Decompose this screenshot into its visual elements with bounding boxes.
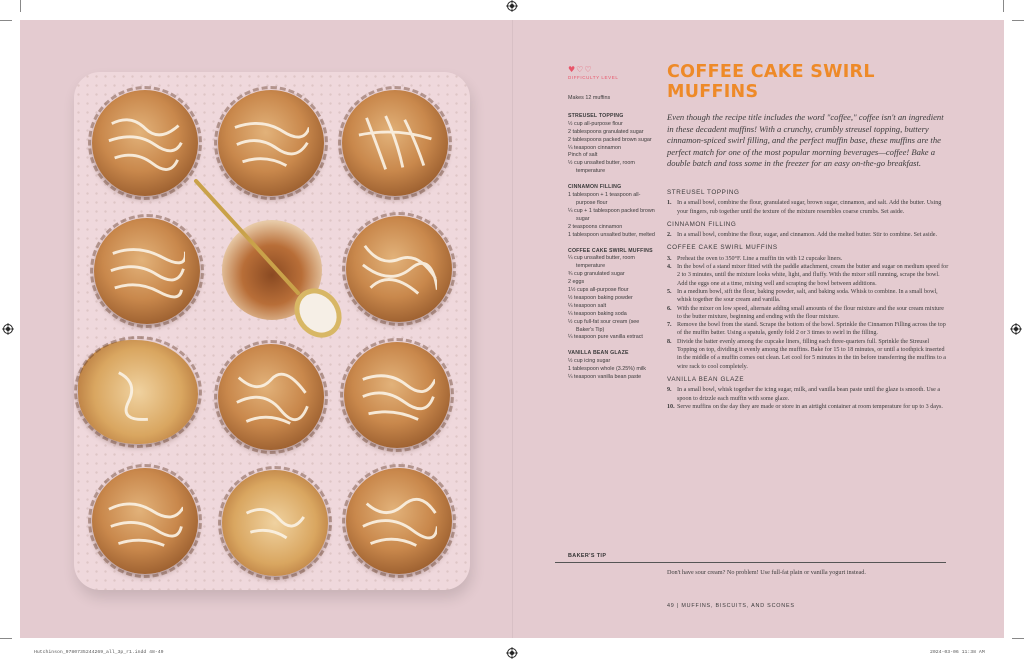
ingredient-item: ½ cup unsalted butter, room temperature (568, 160, 635, 175)
method-heading: VANILLA BEAN GLAZE (667, 375, 745, 383)
ingredient-item: ½ cup full-fat sour cream (see Baker's Tip) (568, 318, 640, 333)
ingredient-list (568, 192, 656, 239)
gold-spoon-icon (190, 175, 360, 355)
muffin (346, 468, 452, 574)
step-text: Divide the batter evenly among the cupcake liners, filling each three-quarters full. Sprinkle the Streusel Topping on top, dividing it evenly among the muffins. Bake for 15 to 18 minutes, or until a toothpick inserted in the middle of a muffin comes out clean. Let cool for 5 minutes in the tin before transferring the muffins to a wire rack to cool completely. (677, 338, 947, 370)
method-heading: CINNAMON FILLING (667, 220, 737, 228)
step-number: 7. (667, 322, 672, 329)
ingredient-item: ¼ teaspoon cinnamon (568, 144, 622, 151)
heart-icon: ♥♡♡ (568, 65, 593, 74)
ingredient-groups (568, 113, 656, 382)
bakers-tip-label: BAKER'S TIP (568, 553, 607, 559)
step-text: Serve muffins on the day they are made or store in an airtight container at room temperature for up to 3 days. (677, 403, 943, 410)
broken-muffin (222, 470, 328, 576)
step-list (667, 386, 949, 411)
method-step (667, 231, 949, 239)
difficulty-label: DIFFICULTY LEVEL (568, 75, 619, 80)
step-text: In a medium bowl, sift the flour, baking powder, salt, and baking soda. Whisk to combine. In a small bowl, whisk together the sour cream and vanilla. (677, 288, 938, 304)
crop-mark (0, 638, 12, 639)
step-list (667, 199, 949, 216)
muffin (92, 90, 198, 196)
muffin (218, 344, 324, 450)
yield: Makes 12 muffins (568, 95, 611, 101)
ingredient-list (568, 121, 656, 176)
method-step (667, 255, 949, 263)
ingredient-item: 1½ cups all-purpose flour (568, 287, 629, 294)
ingredient-item: 1 tablespoon + 1 teaspoon all-purpose flour (568, 192, 641, 206)
slug-file: Hutchinson_9780735244269_all_3p_r1.indd 48-49 (34, 650, 164, 655)
method-step (667, 403, 949, 411)
ingredient-list (568, 255, 656, 342)
registration-mark-icon (506, 647, 518, 659)
ingredient-item: ½ teaspoon baking powder (568, 294, 633, 301)
ingredient-item: ¼ cup + 1 tablespoon packed brown sugar (568, 207, 655, 222)
method-step (667, 199, 949, 216)
step-text: In a small bowl, combine the flour, sugar, and cinnamon. Add the melted butter. Stir to combine. Set aside. (677, 232, 937, 239)
step-text: In the bowl of a stand mixer fitted with the paddle attachment, cream the butter and sugar on medium speed for 2 to 3 minutes, until the mixture looks white, light, and fluffy. With the mixer still running, scrape the bowl. Add the eggs one at a time, mixing well and scraping the bowl between additions. (677, 264, 949, 287)
step-list (667, 255, 949, 371)
ingredient-item: 1 tablespoon unsalted butter, melted (568, 231, 655, 238)
muffin (344, 342, 450, 448)
ingredient-item: 2 tablespoons granulated sugar (568, 128, 644, 135)
ingredient-item: ½ cup all-purpose flour (568, 120, 623, 127)
registration-mark-icon (1010, 323, 1022, 335)
ingredient-heading: CINNAMON FILLING (568, 184, 622, 191)
ingredients-column (568, 95, 656, 390)
muffin (346, 216, 452, 322)
ingredient-item: ¼ teaspoon pure vanilla extract (568, 334, 643, 341)
crop-mark (20, 0, 21, 12)
recipe-title: COFFEE CAKE SWIRL MUFFINS (667, 62, 875, 102)
divider (555, 562, 946, 563)
page-folio: 49 | MUFFINS, BISCUITS, AND SCONES (667, 603, 795, 609)
step-number: 10. (667, 403, 675, 410)
step-number: 5. (667, 288, 672, 295)
ingredient-item: ¼ teaspoon vanilla bean paste (568, 374, 642, 381)
difficulty-level (568, 66, 618, 80)
crop-mark (1012, 20, 1024, 21)
slug-date: 2024-03-06 11:38 AM (930, 650, 985, 655)
method-step (667, 321, 949, 338)
step-number: 1. (667, 200, 672, 207)
step-text: In a small bowl, combine the flour, granulated sugar, brown sugar, cinnamon, and salt. Add the butter. Using your fingers, rub together until the texture of the mixture resembles coarse crumbs. Set aside. (677, 200, 942, 215)
method-heading: COFFEE CAKE SWIRL MUFFINS (667, 244, 778, 252)
recipe-intro: Even though the recipe title includes the word "coffee," coffee isn't an ingredient in these decadent muffins! With a crunchy, crumbly streusel topping, buttery cinnamon-spiced swirl filling, and the perfect muffin base, these muffins are the perfect match for one of the most popular morning beverages—coffee! Bake a double batch and toss some in the freezer for an easy on-the-go breakfast. (667, 112, 944, 169)
crop-mark (1012, 638, 1024, 639)
step-number: 3. (667, 255, 672, 262)
method-steps (667, 184, 949, 411)
method-step (667, 263, 949, 288)
step-list (667, 231, 949, 239)
step-number: 6. (667, 305, 672, 312)
ingredient-item: ½ cup icing sugar (568, 358, 611, 365)
gutter (512, 20, 513, 638)
method-step (667, 338, 949, 371)
ingredient-heading: VANILLA BEAN GLAZE (568, 350, 629, 357)
ingredient-item: ¼ cup unsalted butter, room temperature (568, 255, 635, 270)
ingredient-list (568, 358, 656, 382)
registration-mark-icon (2, 323, 14, 335)
ingredient-item: ¼ teaspoon salt (568, 302, 607, 309)
method-heading: STREUSEL TOPPING (667, 189, 740, 196)
step-number: 8. (667, 338, 672, 345)
step-text: Preheat the oven to 350°F. Line a muffin tin with 12 cupcake liners. (677, 255, 843, 262)
ingredient-item: 2 tablespoons packed brown sugar (568, 136, 652, 143)
ingredient-heading: STREUSEL TOPPING (568, 112, 624, 119)
registration-mark-icon (506, 0, 518, 12)
ingredient-item: 2 teaspoons cinnamon (568, 223, 623, 230)
bakers-tip-text: Don't have sour cream? No problem! Use full-fat plain or vanilla yogurt instead. (667, 569, 866, 576)
ingredient-item: 1 tablespoon whole (3.25%) milk (568, 366, 646, 373)
ingredient-item: ¼ teaspoon baking soda (568, 310, 627, 317)
ingredient-item: ¾ cup granulated sugar (568, 271, 625, 278)
step-number: 4. (667, 264, 672, 271)
broken-muffin (78, 340, 198, 444)
muffin (92, 468, 198, 574)
muffin (94, 218, 200, 324)
step-text: Remove the bowl from the stand. Scrape the bottom of the bowl. Sprinkle the Cinnamon Filling across the top of the muffin batter. Using a spatula, gently fold 2 or 3 times to swirl in the filling. (677, 322, 946, 337)
step-text: With the mixer on low speed, alternate adding small amounts of the flour mixture and the sour cream mixture to the butter mixture, beginning and ending with the flour mixture. (677, 305, 944, 320)
crop-mark (1003, 0, 1004, 12)
ingredient-heading: COFFEE CAKE SWIRL MUFFINS (568, 247, 653, 254)
method-step (667, 288, 949, 305)
ingredient-item: Pinch of salt (568, 152, 598, 159)
method-step (667, 305, 949, 322)
ingredient-item: 2 eggs (568, 279, 585, 286)
step-text: In a small bowl, whisk together the icing sugar, milk, and vanilla bean paste until the glaze is smooth. Use a spoon to drizzle each muffin with some glaze. (677, 387, 941, 402)
crop-mark (0, 20, 12, 21)
method-step (667, 386, 949, 403)
step-number: 9. (667, 387, 672, 394)
step-number: 2. (667, 232, 672, 239)
